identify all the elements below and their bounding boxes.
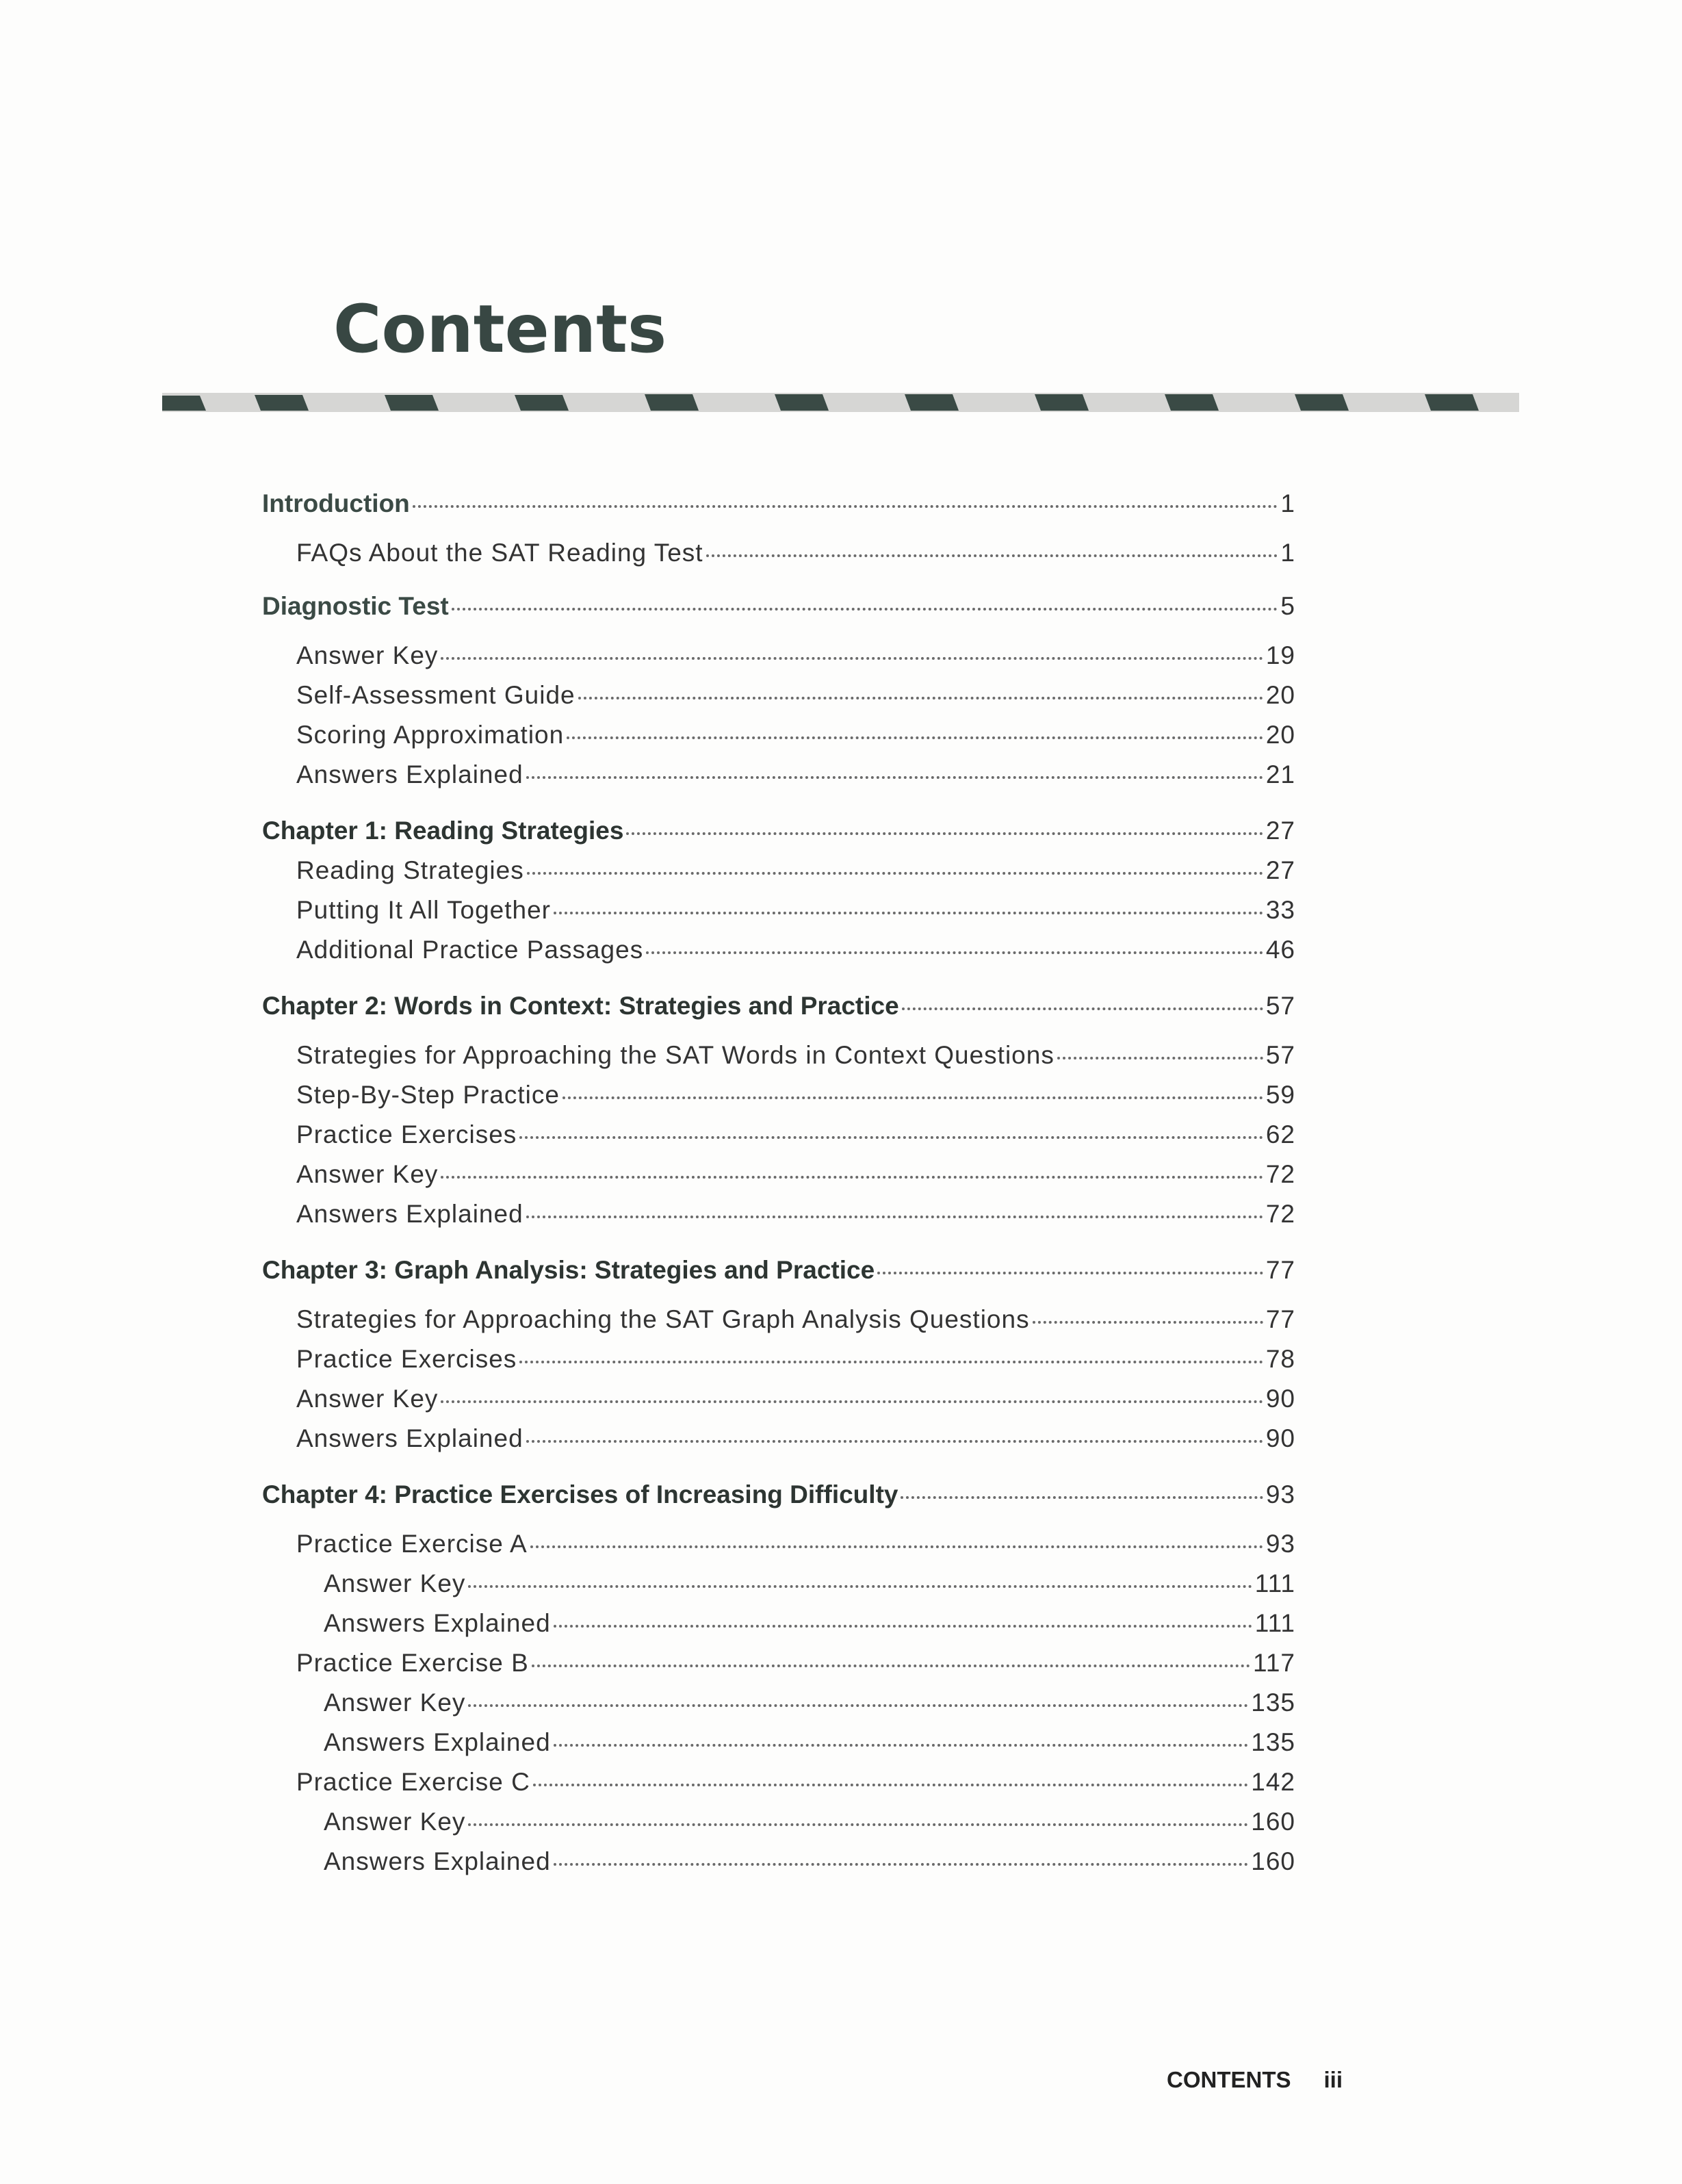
- dot-leader: [578, 697, 1263, 699]
- dot-leader: [1033, 1321, 1263, 1324]
- toc-entry-page-number: 57: [1265, 1041, 1295, 1069]
- toc-entry-page-number: 78: [1265, 1345, 1295, 1373]
- dot-leader: [554, 1744, 1249, 1747]
- toc-section-entry[interactable]: [262, 1609, 1295, 1638]
- toc-chapter-entry[interactable]: [262, 992, 1295, 1020]
- toc-entry-label: Chapter 4: Practice Exercises of Increasing Difficulty: [262, 1480, 898, 1508]
- toc-chapter-entry[interactable]: [262, 817, 1295, 845]
- toc-section-entry[interactable]: [262, 1530, 1295, 1558]
- toc-section-entry[interactable]: [262, 721, 1295, 749]
- dot-leader: [901, 1496, 1263, 1499]
- dot-leader: [452, 608, 1278, 611]
- dot-leader: [562, 1096, 1263, 1099]
- toc-entry-label: Answers Explained: [296, 1200, 523, 1228]
- dot-leader: [441, 657, 1263, 660]
- toc-entry-page-number: 93: [1265, 1480, 1295, 1508]
- toc-section-entry[interactable]: [262, 1385, 1295, 1413]
- toc-section-entry[interactable]: [262, 1688, 1295, 1717]
- toc-section-entry[interactable]: [262, 1768, 1295, 1797]
- toc-section-entry[interactable]: [262, 1569, 1295, 1598]
- toc-entry-page-number: 20: [1265, 721, 1295, 749]
- toc-entry-label: Answers Explained: [324, 1609, 551, 1637]
- toc-chapter-entry[interactable]: [262, 1480, 1295, 1509]
- toc-entry-page-number: 21: [1265, 760, 1295, 788]
- toc-entry-label: Diagnostic Test: [262, 592, 449, 620]
- toc-chapter-entry[interactable]: [262, 592, 1295, 621]
- toc-entry-label: Self-Assessment Guide: [296, 681, 575, 709]
- toc-entry-page-number: 160: [1251, 1847, 1295, 1875]
- dot-leader: [530, 1545, 1263, 1548]
- toc-entry-label: Answer Key: [296, 641, 439, 669]
- toc-entry-page-number: 111: [1254, 1609, 1295, 1637]
- dot-leader: [646, 951, 1263, 954]
- toc-chapter-entry[interactable]: [262, 1256, 1295, 1285]
- toc-section-entry[interactable]: [262, 1847, 1295, 1876]
- toc-entry-label: Answer Key: [296, 1160, 439, 1188]
- stripe-pattern-icon: [162, 393, 1519, 412]
- dot-leader: [526, 776, 1263, 779]
- toc-section-entry[interactable]: [262, 896, 1295, 925]
- toc-section-entry[interactable]: [262, 1305, 1295, 1334]
- toc-entry-page-number: 59: [1265, 1081, 1295, 1109]
- toc-section-entry[interactable]: [262, 1120, 1295, 1149]
- toc-entry-label: Practice Exercise B: [296, 1649, 529, 1677]
- toc-entry-label: Practice Exercise C: [296, 1768, 530, 1796]
- toc-chapter-entry[interactable]: [262, 489, 1295, 518]
- toc-entry-page-number: 93: [1265, 1530, 1295, 1558]
- dot-leader: [533, 1784, 1248, 1786]
- toc-entry-page-number: 57: [1265, 992, 1295, 1020]
- toc-entry-page-number: 135: [1251, 1728, 1295, 1756]
- page-footer: [1167, 2067, 1343, 2093]
- dot-leader: [554, 1863, 1249, 1866]
- toc-section-entry[interactable]: [262, 1345, 1295, 1374]
- toc-entry-label: Chapter 2: Words in Context: Strategies and Practice: [262, 992, 899, 1020]
- toc-entry-page-number: 62: [1265, 1120, 1295, 1148]
- dot-leader: [706, 554, 1278, 557]
- dot-leader: [902, 1007, 1263, 1010]
- toc-entry-page-number: 5: [1280, 592, 1295, 620]
- dot-leader: [468, 1704, 1248, 1707]
- dot-leader: [526, 1216, 1263, 1218]
- dot-leader: [468, 1823, 1248, 1826]
- toc-entry-page-number: 46: [1265, 936, 1295, 964]
- dot-leader: [554, 912, 1263, 914]
- toc-entry-label: Strategies for Approaching the SAT Graph Analysis Questions: [296, 1305, 1030, 1333]
- toc-entry-label: Answer Key: [324, 1569, 466, 1597]
- toc-section-entry[interactable]: [262, 760, 1295, 789]
- toc-entry-page-number: 77: [1265, 1305, 1295, 1333]
- toc-section-entry[interactable]: [262, 1081, 1295, 1109]
- toc-entry-label: Chapter 3: Graph Analysis: Strategies and Practice: [262, 1256, 875, 1284]
- footer-section-label: CONTENTS: [1167, 2067, 1291, 2092]
- toc-section-entry[interactable]: [262, 539, 1295, 567]
- page-number: iii: [1323, 2067, 1343, 2092]
- toc-section-entry[interactable]: [262, 936, 1295, 964]
- toc-section-entry[interactable]: [262, 1041, 1295, 1070]
- toc-section-entry[interactable]: [262, 856, 1295, 885]
- dot-leader: [527, 872, 1263, 875]
- toc-section-entry[interactable]: [262, 1160, 1295, 1189]
- toc-entry-label: Practice Exercises: [296, 1120, 517, 1148]
- toc-entry-page-number: 20: [1265, 681, 1295, 709]
- toc-entry-label: Practice Exercise A: [296, 1530, 528, 1558]
- toc-section-entry[interactable]: [262, 1649, 1295, 1678]
- toc-entry-label: Step-By-Step Practice: [296, 1081, 560, 1109]
- toc-entry-label: Chapter 1: Reading Strategies: [262, 817, 624, 845]
- toc-entry-page-number: 72: [1265, 1160, 1295, 1188]
- toc-entry-page-number: 90: [1265, 1385, 1295, 1413]
- toc-entry-page-number: 19: [1265, 641, 1295, 669]
- dot-leader: [567, 736, 1263, 739]
- toc-entry-label: Answers Explained: [324, 1847, 551, 1875]
- dot-leader: [468, 1585, 1252, 1588]
- toc-section-entry[interactable]: [262, 1200, 1295, 1229]
- dot-leader: [519, 1136, 1263, 1139]
- toc-entry-page-number: 27: [1265, 856, 1295, 884]
- toc-section-entry[interactable]: [262, 1808, 1295, 1836]
- toc-entry-label: Answers Explained: [324, 1728, 551, 1756]
- dot-leader: [626, 832, 1263, 835]
- toc-entry-page-number: 111: [1254, 1569, 1295, 1597]
- dot-leader: [526, 1440, 1263, 1443]
- toc-entry-label: Introduction: [262, 489, 410, 517]
- toc-entry-page-number: 27: [1265, 817, 1295, 845]
- toc-entry-page-number: 33: [1265, 896, 1295, 924]
- toc-entry-label: Answer Key: [324, 1688, 466, 1717]
- toc-entry-label: Answers Explained: [296, 760, 523, 788]
- toc-entry-page-number: 160: [1251, 1808, 1295, 1836]
- toc-entry-label: Putting It All Together: [296, 896, 551, 924]
- toc-entry-page-number: 1: [1280, 539, 1295, 567]
- toc-entry-page-number: 77: [1265, 1256, 1295, 1284]
- toc-entry-page-number: 90: [1265, 1424, 1295, 1452]
- dot-leader: [413, 505, 1278, 508]
- toc-section-entry[interactable]: [262, 681, 1295, 710]
- toc-section-entry[interactable]: [262, 1728, 1295, 1757]
- decorative-stripe-divider: [162, 393, 1519, 412]
- toc-entry-page-number: 72: [1265, 1200, 1295, 1228]
- toc-entry-label: Answer Key: [324, 1808, 466, 1836]
- toc-entry-label: Scoring Approximation: [296, 721, 565, 749]
- dot-leader: [877, 1272, 1263, 1274]
- toc-entry-label: Additional Practice Passages: [296, 936, 644, 964]
- toc-entry-label: Reading Strategies: [296, 856, 524, 884]
- toc-entry-label: Practice Exercises: [296, 1345, 517, 1373]
- dot-leader: [441, 1176, 1263, 1179]
- toc-entry-page-number: 117: [1253, 1649, 1295, 1677]
- toc-entry-page-number: 1: [1280, 489, 1295, 517]
- dot-leader: [1057, 1057, 1263, 1059]
- toc-entry-label: Answers Explained: [296, 1424, 523, 1452]
- dot-leader: [532, 1665, 1250, 1667]
- dot-leader: [519, 1361, 1263, 1363]
- toc-entry-label: FAQs About the SAT Reading Test: [296, 539, 703, 567]
- page-title: Contents: [333, 291, 667, 368]
- toc-entry-label: Answer Key: [296, 1385, 439, 1413]
- toc-entry-label: Strategies for Approaching the SAT Words in Context Questions: [296, 1041, 1055, 1069]
- toc-entry-page-number: 142: [1251, 1768, 1295, 1796]
- toc-section-entry[interactable]: [262, 641, 1295, 670]
- dot-leader: [554, 1625, 1252, 1628]
- toc-entry-page-number: 135: [1251, 1688, 1295, 1717]
- toc-section-entry[interactable]: [262, 1424, 1295, 1453]
- dot-leader: [441, 1400, 1263, 1403]
